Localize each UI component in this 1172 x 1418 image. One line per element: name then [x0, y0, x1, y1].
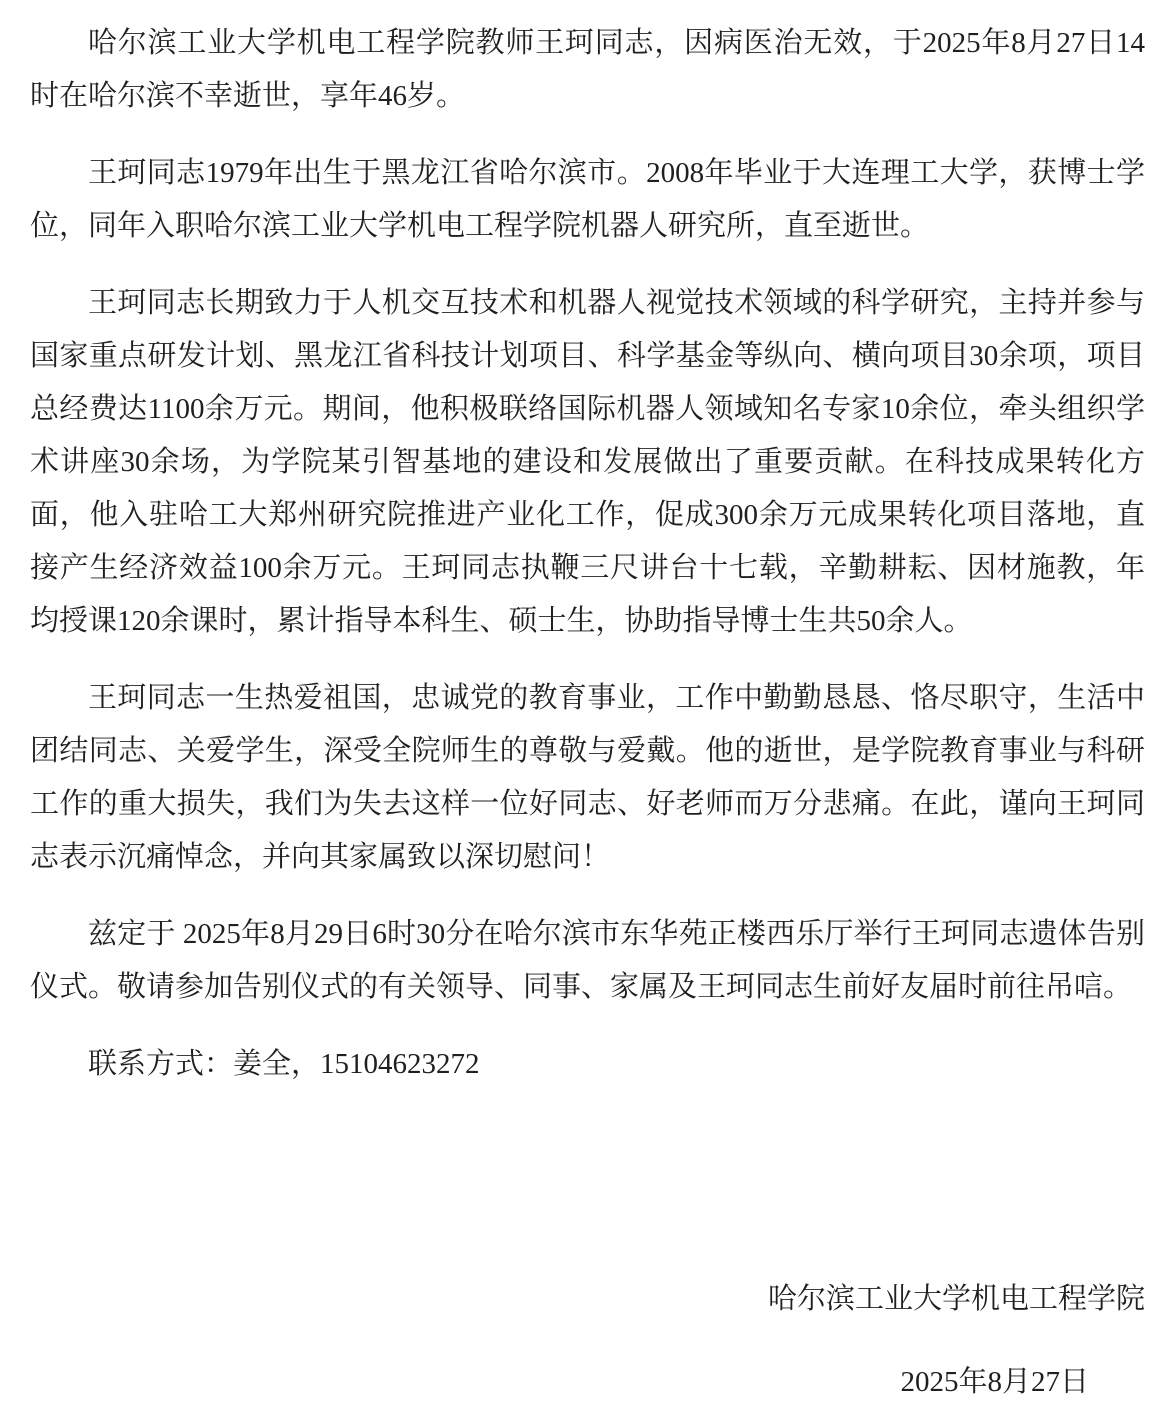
paragraph-memorial-arrangements: 兹定于 2025年8月29日6时30分在哈尔滨市东华苑正楼西乐厅举行王珂同志遗体告别仪式。敬请参加告别仪式的有关领导、同事、家属及王珂同志生前好友届时前往吊唁。: [30, 918, 1145, 1003]
contact-info-line: 联系方式：姜全，15104623272: [88, 1048, 480, 1080]
paragraph-biography: 王珂同志1979年出生于黑龙江省哈尔滨市。2008年毕业于大连理工大学，获博士学位，同年入职哈尔滨工业大学机电工程学院机器人研究所，直至逝世。: [30, 157, 1145, 242]
signature-date: 2025年8月27日: [900, 1366, 1089, 1398]
signature-organization: 哈尔滨工业大学机电工程学院: [767, 1283, 1145, 1315]
paragraph-death-announcement: 哈尔滨工业大学机电工程学院教师王珂同志，因病医治无效，于2025年8月27日14时在哈尔滨不幸逝世，享年46岁。: [30, 27, 1145, 112]
paragraph-tribute: 王珂同志一生热爱祖国，忠诚党的教育事业，工作中勤勤恳恳、恪尽职守，生活中团结同志、关爱学生，深受全院师生的尊敬与爱戴。他的逝世，是学院教育事业与科研工作的重大损失，我们为失去这样一位好同志、好老师而万分悲痛。在此，谨向王珂同志表示沉痛悼念，并向其家属致以深切慰问！: [30, 682, 1145, 873]
paragraph-achievements: 王珂同志长期致力于人机交互技术和机器人视觉技术领域的科学研究，主持并参与国家重点研发计划、黑龙江省科技计划项目、科学基金等纵向、横向项目30余项，项目总经费达1100余万元。期间，他积极联络国际机器人领域知名专家10余位，牵头组织学术讲座30余场，为学院某引智基地的建设和发展做出了重要贡献。在科技成果转化方面，他入驻哈工大郑州研究院推进产业化工作，促成300余万元成果转化项目落地，直接产生经济效益100余万元。王珂同志执鞭三尺讲台十七载，辛勤耕耘、因材施教，年均授课120余课时，累计指导本科生、硕士生，协助指导博士生共50余人。: [30, 287, 1145, 637]
